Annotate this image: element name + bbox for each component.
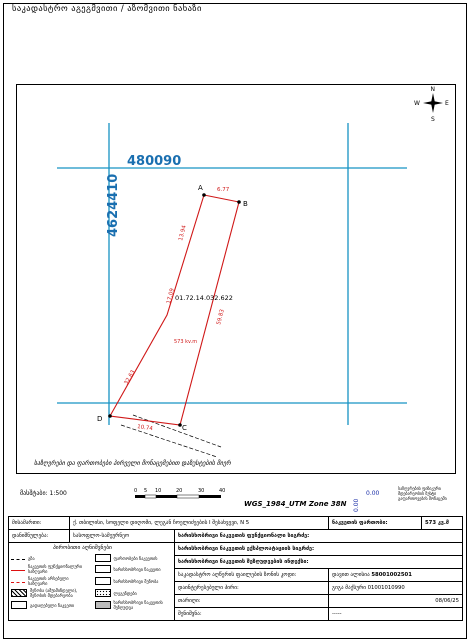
north-arrow-icon	[414, 86, 449, 123]
compass-n: N	[430, 86, 435, 93]
scale-segment-3	[156, 495, 177, 498]
legend-item	[95, 554, 173, 562]
legend-symbol-icon	[95, 565, 111, 573]
segment-length-cd: 10.74	[136, 424, 154, 433]
info-table	[8, 516, 463, 621]
scale-label: მასშტაბი: 1:500	[20, 490, 67, 497]
table-row	[9, 530, 463, 543]
legend-item	[95, 564, 173, 574]
legend-label: ფართობები ნაკვეთის	[113, 555, 158, 561]
legend-item	[11, 554, 89, 562]
legend-symbol-icon	[11, 589, 27, 597]
segment-length-bc: 59.83	[216, 308, 226, 326]
legend-label: ხარისხობრივი ნაკვეთის შეზღუდვა	[113, 600, 163, 610]
table-row	[9, 517, 463, 530]
scale-segment-1	[135, 495, 145, 498]
row2-text: ხარისხობრივი ნაკვეთის ექსპლოატაციის სიგრძე:	[175, 543, 463, 556]
legend-label: ნაკვეთის ფუნქციონალური საზღვარი	[28, 564, 83, 574]
scale-segment-4	[177, 495, 199, 498]
grid-y-label: 4624410	[106, 173, 121, 237]
point-label-c: C	[182, 424, 187, 432]
use-value: სასოფლო-სამეურნეო	[70, 530, 175, 543]
cad-label: საკადასტრო აღწერის ფაილების ზონის კოდი:	[175, 569, 329, 582]
legend-label: გზა	[28, 555, 35, 561]
legend-item	[95, 600, 173, 610]
legend-cell	[9, 543, 175, 621]
scale-segment-5	[199, 495, 221, 498]
point-label-a: A	[198, 184, 203, 192]
legend-title: პირობითი აღნიშვნები	[53, 545, 112, 551]
scale-note: საზღვრების ფიზიკური მდებარეობის ზუსტი გაფართოვების მონაცემი	[398, 486, 447, 501]
area-label: ნაკვეთის ფართობი:	[329, 517, 422, 530]
address-label: მისამართი:	[9, 517, 70, 530]
scale-tick-10: 10	[155, 488, 162, 494]
segment-length-d-mid: 32.63	[123, 369, 137, 386]
cad-value: 58001002501	[371, 572, 412, 578]
legend-symbol-icon	[11, 582, 25, 583]
vertex-a	[202, 193, 206, 197]
scale-tick-30: 30	[198, 488, 205, 494]
legend-item	[11, 576, 89, 586]
date-value: 08/06/25	[329, 595, 463, 608]
legend-label: ნაკვეთის არსებული საზღვარი	[28, 576, 69, 586]
map-panel	[16, 84, 456, 474]
segment-length-mid-lower: 17.09	[166, 287, 176, 305]
area-value: 573 კვ.მ	[422, 517, 463, 530]
date-label: თარიღი:	[175, 595, 329, 608]
legend-symbol-icon	[95, 601, 111, 609]
surveyor-label: დაინტერესებული პირი:	[175, 582, 329, 595]
scale-tick-0: 0	[134, 488, 138, 494]
point-label-d: D	[97, 415, 103, 423]
segment-length-ab: 6.77	[217, 187, 230, 193]
legend-label: ხარისხობრივი ნაკვეთი	[113, 566, 161, 572]
elevation-badge: 0.00	[366, 490, 380, 497]
surveyor-name: გიგა მაქსური	[332, 585, 366, 591]
vertical-value: 0.00	[353, 498, 360, 512]
legend-item	[11, 564, 89, 574]
legend-symbol-icon	[11, 559, 25, 560]
note-label: შენიშვნა:	[175, 608, 329, 621]
legend-label: გადაღებული ნაკვეთი	[30, 602, 75, 608]
cad-value-label: დავით ალისია	[332, 572, 370, 578]
legend-symbol-icon	[95, 554, 111, 562]
scale-tick-40: 40	[219, 488, 226, 494]
legend-symbol-icon	[95, 577, 111, 585]
legend-item	[11, 600, 89, 610]
legend-symbol-icon	[11, 601, 27, 609]
map-caption: საზღვრები და ფართობები პირველი მონაცემებით დაზუსტების მიერ	[34, 460, 231, 467]
legend-item	[11, 588, 89, 598]
parcel-area: 573 kv.m	[174, 339, 198, 345]
use-label: დანიშნულება:	[9, 530, 70, 543]
scale-bar	[128, 484, 238, 508]
legend-label: ხარისხობრივი შენობა	[113, 578, 159, 584]
scale-tick-20: 20	[176, 488, 183, 494]
row1-text: ხარისხობრივი ნაკვეთის ფუნქციონალი სიგრძე:	[175, 530, 463, 543]
parcel-code: 01.72.14.032.622	[175, 294, 233, 302]
sheet-title: საკადასტრო აგეგმვითი / აზომვითი ნახაზი	[12, 4, 202, 14]
legend-symbol-icon	[11, 570, 25, 571]
segment-length-upper: 13.94	[178, 224, 188, 242]
note-value: -----	[329, 608, 463, 621]
scale-area	[16, 478, 456, 516]
point-label-b: B	[243, 200, 248, 208]
compass-s: S	[431, 116, 435, 123]
cad-value-cell	[329, 569, 463, 582]
compass-w: W	[414, 100, 420, 107]
grid-x-label: 480090	[127, 154, 182, 169]
compass-e: E	[445, 100, 449, 107]
vertex-b	[237, 200, 241, 204]
surveyor-cell	[329, 582, 463, 595]
legend-label: შენობა (ამჟამინდელი), შენობის მდებარეობა	[30, 588, 78, 598]
table-row	[9, 543, 463, 556]
row3-text: ხარისხობრივი ნაკვეთის შეზღუდვების ინდექსი:	[175, 556, 463, 569]
legend-symbol-icon	[95, 589, 111, 597]
cadastral-map	[17, 85, 455, 473]
legend-label: ლეგენდები	[113, 590, 137, 596]
legend-grid	[11, 554, 172, 610]
legend-item	[95, 588, 173, 598]
scale-tick-5: 5	[144, 488, 148, 494]
legend-item	[95, 576, 173, 586]
road-edge	[121, 425, 217, 457]
address-value: ქ. თბილისი, სოფელი დიღომი, ლეგან ჩოელიძეების I შესახვევი, N 5	[70, 517, 329, 530]
scale-segment-2	[145, 495, 156, 498]
surveyor-id: 01001010990	[367, 585, 405, 591]
projection-label: WGS_1984_UTM Zone 38N	[244, 500, 347, 508]
vertex-d	[108, 414, 112, 418]
